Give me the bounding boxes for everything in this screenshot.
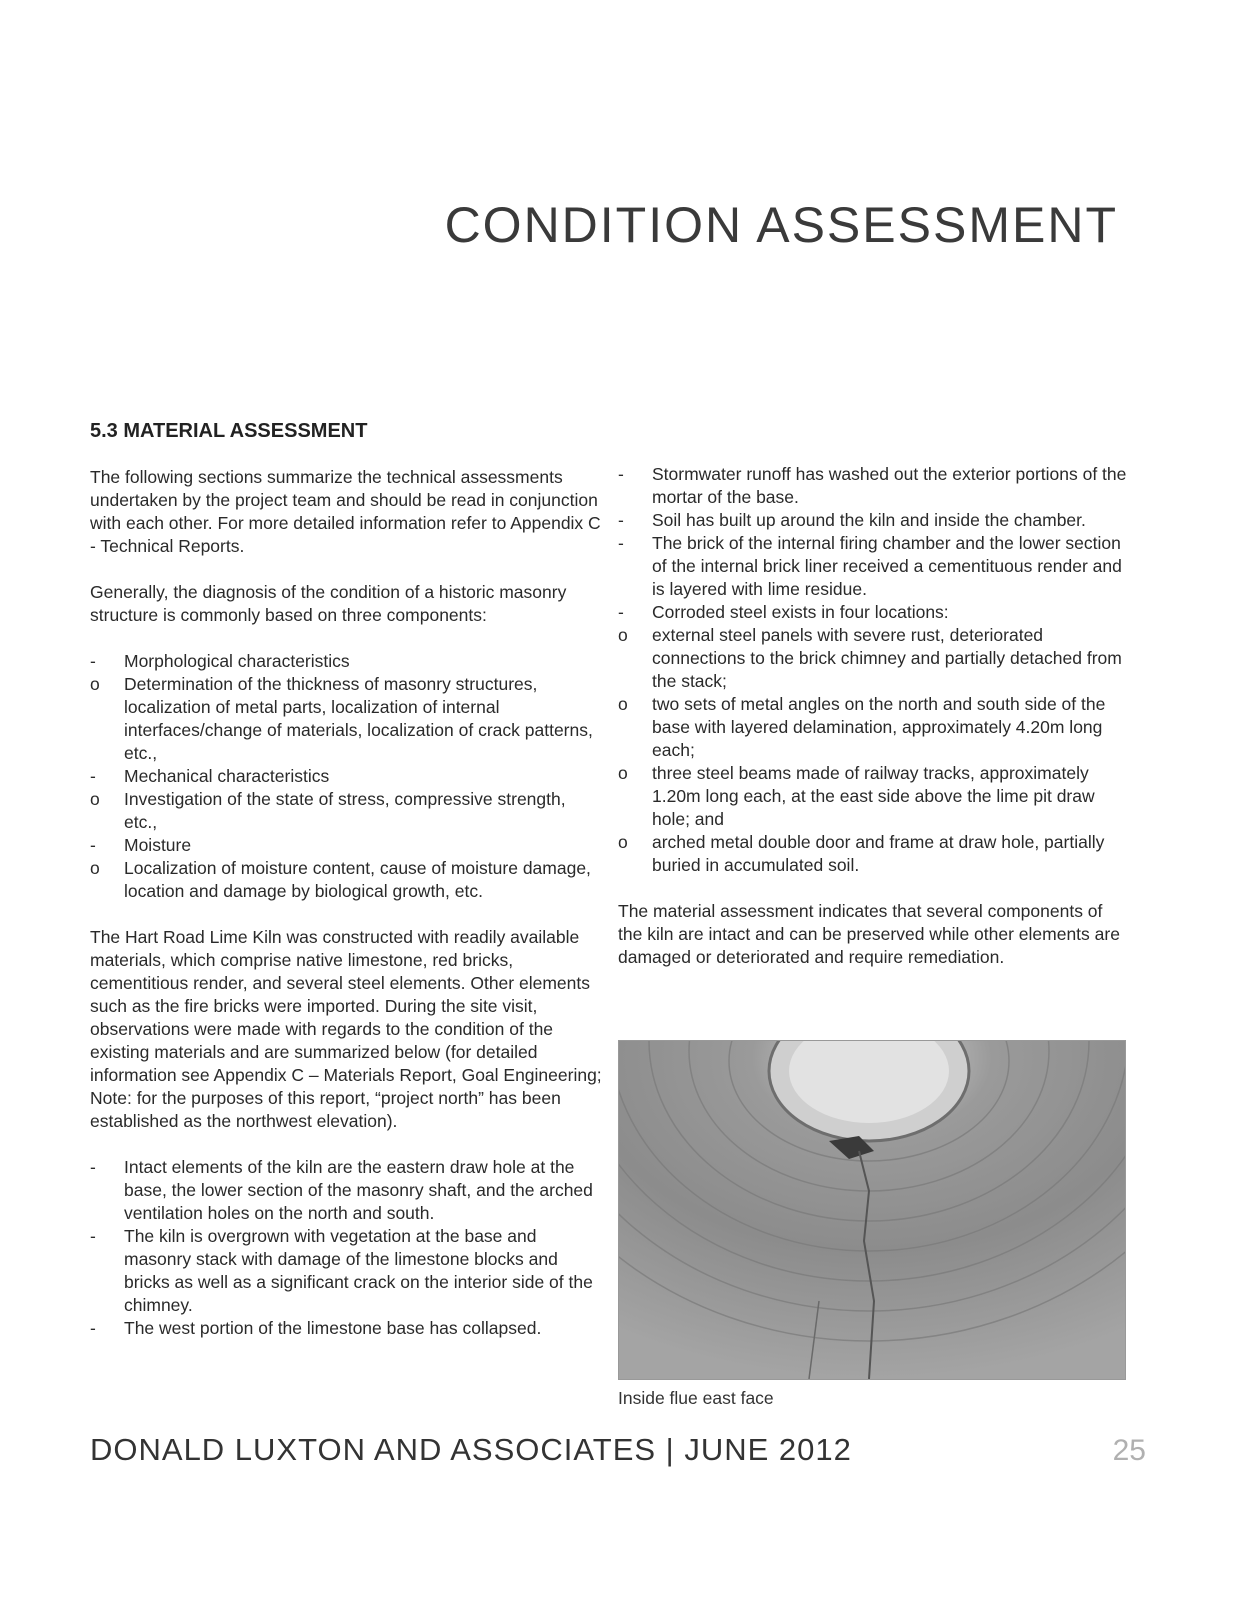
list-item-text: Moisture bbox=[124, 835, 192, 855]
bullet-marker: - bbox=[90, 766, 96, 786]
right-column bbox=[618, 463, 1130, 992]
flue-photo-image bbox=[619, 1041, 1125, 1379]
bullet-marker: o bbox=[618, 763, 628, 783]
left-column bbox=[90, 466, 602, 1363]
bullet-marker: o bbox=[90, 789, 100, 809]
list-item-text: Intact elements of the kiln are the eastern draw hole at the base, the lower section of the masonry shaft, and the arched ventilation holes on the north and south. bbox=[124, 1157, 593, 1223]
bullet-marker: - bbox=[618, 533, 624, 553]
bullet-marker: - bbox=[618, 602, 624, 622]
bullet-marker: o bbox=[90, 674, 100, 694]
list-item bbox=[90, 834, 602, 857]
bullet-marker: - bbox=[90, 1157, 96, 1177]
photo-caption: Inside flue east face bbox=[618, 1388, 774, 1408]
bullet-marker: o bbox=[90, 858, 100, 878]
list-item-text: The kiln is overgrown with vegetation at the base and masonry stack with damage of the limestone blocks and bricks as well as a significant crack on the interior side of the chimney. bbox=[124, 1226, 593, 1315]
list-item-text: three steel beams made of railway tracks, approximately 1.20m long each, at the east side above the lime pit draw hole; and bbox=[652, 763, 1095, 829]
list-item bbox=[90, 1156, 602, 1225]
observation-list-right bbox=[618, 463, 1130, 877]
list-item bbox=[90, 1317, 602, 1340]
component-list bbox=[90, 650, 602, 903]
intro-paragraph: The following sections summarize the technical assessments undertaken by the project team and should be read in conjunction with each other. For more detailed information refer to Appendix C - Technical Reports. bbox=[90, 467, 601, 556]
list-item bbox=[90, 788, 602, 834]
observation-list-left bbox=[90, 1156, 602, 1340]
bullet-marker: o bbox=[618, 694, 628, 714]
list-item-text: Morphological characteristics bbox=[124, 651, 350, 671]
list-item bbox=[90, 857, 602, 903]
kiln-paragraph: The Hart Road Lime Kiln was constructed with readily available materials, which comprise native limestone, red bricks, cementitious render, and several steel elements. Other elements such as the fire bricks were imported. During the site visit, observations were made with regards to the condition of the existing materials and are summarized below (for detailed information see Appendix C – Materials Report, Goal Engineering; Note: for the purposes of this report, “project north” has been established as the northwest elevation). bbox=[90, 927, 602, 1131]
list-item bbox=[90, 765, 602, 788]
bullet-marker: - bbox=[90, 835, 96, 855]
list-item-text: The brick of the internal firing chamber and the lower section of the internal brick liner received a cementituous render and is layered with lime residue. bbox=[652, 533, 1122, 599]
list-item bbox=[618, 601, 1130, 624]
bullet-marker: - bbox=[618, 464, 624, 484]
list-item-text: The west portion of the limestone base has collapsed. bbox=[124, 1318, 542, 1338]
list-item-text: external steel panels with severe rust, deteriorated connections to the brick chimney and partially detached from the stack; bbox=[652, 625, 1122, 691]
list-item bbox=[618, 831, 1130, 877]
bullet-marker: o bbox=[618, 832, 628, 852]
list-item-text: Mechanical characteristics bbox=[124, 766, 330, 786]
list-item bbox=[618, 532, 1130, 601]
list-item-text: two sets of metal angles on the north and south side of the base with layered delamination, approximately 4.20m long each; bbox=[652, 694, 1106, 760]
flue-photo bbox=[618, 1040, 1126, 1380]
list-item-text: Stormwater runoff has washed out the exterior portions of the mortar of the base. bbox=[652, 464, 1127, 507]
bullet-marker: - bbox=[90, 651, 96, 671]
bullet-marker: - bbox=[618, 510, 624, 530]
section-heading: 5.3 MATERIAL ASSESSMENT bbox=[90, 420, 368, 442]
list-item-text: Determination of the thickness of masonry structures, localization of metal parts, localization of internal interfaces/change of materials, localization of crack patterns, etc., bbox=[124, 674, 593, 763]
footer-text: DONALD LUXTON AND ASSOCIATES | JUNE 2012 bbox=[90, 1432, 852, 1467]
list-item bbox=[90, 673, 602, 765]
list-item bbox=[618, 509, 1130, 532]
list-item-text: arched metal double door and frame at draw hole, partially buried in accumulated soil. bbox=[652, 832, 1105, 875]
bullet-marker: - bbox=[90, 1318, 96, 1338]
diagnosis-paragraph: Generally, the diagnosis of the condition of a historic masonry structure is commonly based on three components: bbox=[90, 582, 567, 625]
list-item bbox=[618, 693, 1130, 762]
page-title: CONDITION ASSESSMENT bbox=[444, 197, 1118, 253]
bullet-marker: o bbox=[618, 625, 628, 645]
list-item-text: Investigation of the state of stress, compressive strength, etc., bbox=[124, 789, 566, 832]
list-item-text: Corroded steel exists in four locations: bbox=[652, 602, 949, 622]
list-item bbox=[90, 1225, 602, 1317]
list-item-text: Localization of moisture content, cause of moisture damage, location and damage by biological growth, etc. bbox=[124, 858, 591, 901]
list-item bbox=[90, 650, 602, 673]
list-item bbox=[618, 624, 1130, 693]
list-item bbox=[618, 463, 1130, 509]
summary-paragraph: The material assessment indicates that several components of the kiln are intact and can be preserved while other elements are damaged or deteriorated and require remediation. bbox=[618, 901, 1120, 967]
list-item-text: Soil has built up around the kiln and inside the chamber. bbox=[652, 510, 1086, 530]
bullet-marker: - bbox=[90, 1226, 96, 1246]
page-number: 25 bbox=[1112, 1434, 1146, 1467]
list-item bbox=[618, 762, 1130, 831]
